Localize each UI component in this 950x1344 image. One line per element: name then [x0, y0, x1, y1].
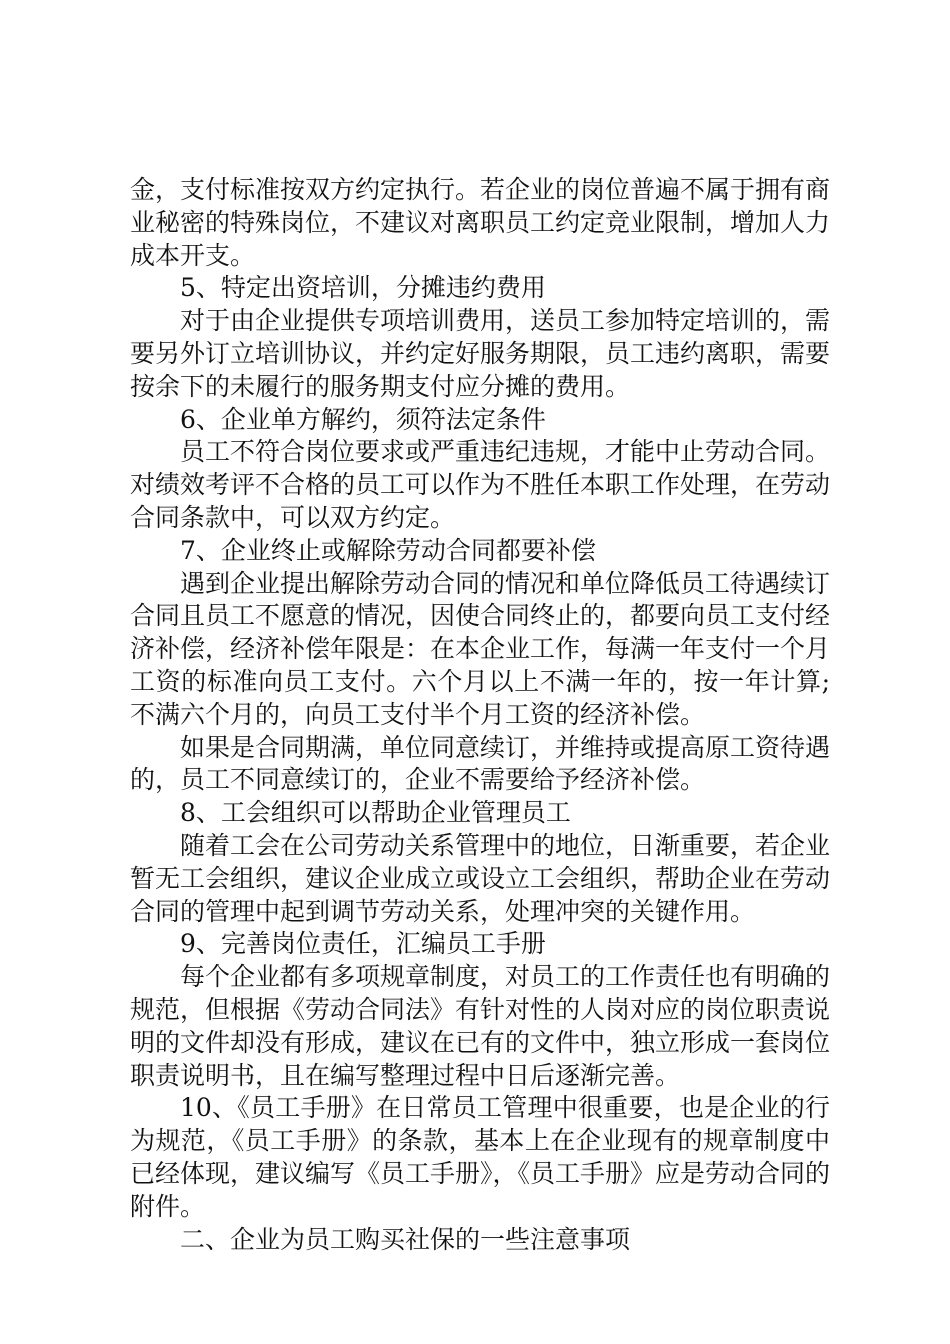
document-body — [130, 174, 830, 1256]
heading-item-8: 8、工会组织可以帮助企业管理员工 — [180, 798, 571, 828]
heading-section-two: 二、企业为员工购买社保的一些注意事项 — [180, 1224, 631, 1254]
paragraph-contract-expiry: 如果是合同期满，单位同意续订，并维持或提高原工资待遇的，员工不同意续订的，企业不需要给予经济补偿。 — [130, 732, 831, 795]
paragraph-unilateral-termination: 员工不符合岗位要求或严重违纪违规，才能中止劳动合同。对绩效考评不合格的员工可以作为不胜任本职工作处理，在劳动合同条款中，可以双方约定。 — [130, 437, 831, 532]
heading-item-5: 5、特定出资培训，分摊违约费用 — [180, 273, 546, 303]
heading-item-7: 7、企业终止或解除劳动合同都要补偿 — [180, 535, 596, 565]
paragraph-economic-compensation: 遇到企业提出解除劳动合同的情况和单位降低员工待遇续订合同且员工不愿意的情况，因使合同终止的，都要向员工支付经济补偿，经济补偿年限是：在本企业工作，每满一年支付一个月工资的标准向员工支付。六个月以上不满一年的，按一年计算;不满六个月的，向员工支付半个月工资的经济补偿。 — [130, 568, 831, 729]
paragraph-noncompete-continuation: 金，支付标准按双方约定执行。若企业的岗位普遍不属于拥有商业秘密的特殊岗位，不建议对离职员工约定竞业限制，增加人力成本开支。 — [130, 175, 831, 270]
heading-item-9: 9、完善岗位责任，汇编员工手册 — [180, 929, 546, 959]
paragraph-job-responsibilities: 每个企业都有多项规章制度，对员工的工作责任也有明确的规范，但根据《劳动合同法》有针对性的人岗对应的岗位职责说明的文件却没有形成，建议在已有的文件中，独立形成一套岗位职责说明书，且在编写整理过程中日后逐渐完善。 — [130, 962, 831, 1090]
paragraph-employee-handbook: 10、《员工手册》在日常员工管理中很重要，也是企业的行为规范，《员工手册》的条款，基本上在企业现有的规章制度中已经体现，建议编写《员工手册》，《员工手册》应是劳动合同的附件。 — [130, 1093, 831, 1221]
paragraph-trade-union: 随着工会在公司劳动关系管理中的地位，日渐重要，若企业暂无工会组织，建议企业成立或设立工会组织，帮助企业在劳动合同的管理中起到调节劳动关系，处理冲突的关键作用。 — [130, 830, 831, 926]
paragraph-training-agreement: 对于由企业提供专项培训费用，送员工参加特定培训的，需要另外订立培训协议，并约定好服务期限，员工违约离职，需要按余下的未履行的服务期支付应分摊的费用。 — [130, 306, 831, 401]
heading-item-6: 6、企业单方解约，须符法定条件 — [180, 404, 546, 434]
